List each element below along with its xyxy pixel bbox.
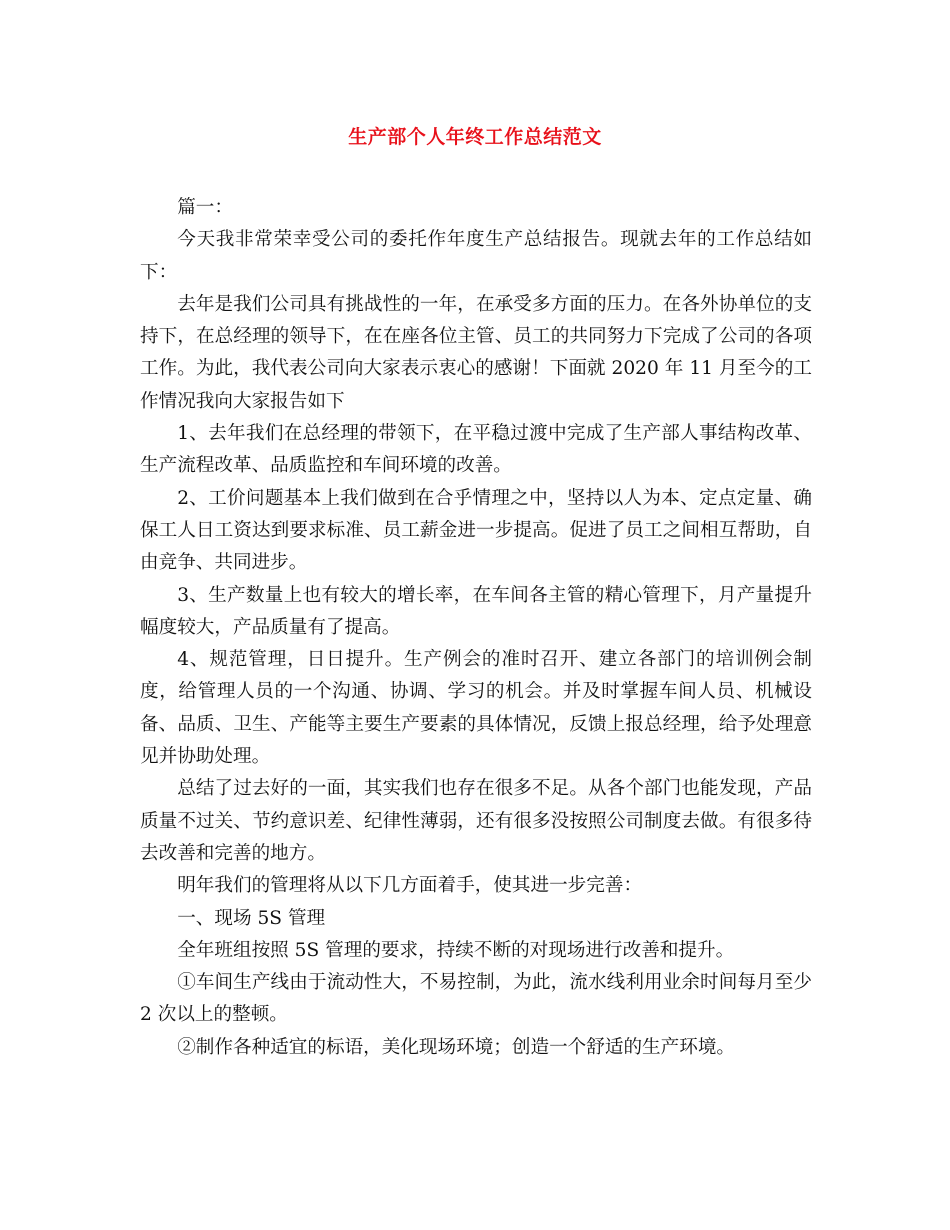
paragraph-5s-item-1: ①车间生产线由于流动性大，不易控制，为此，流水线利用业余时间每月至少 2 次以上的整顿。 bbox=[140, 972, 812, 1026]
document-title: 生产部个人年终工作总结范文 bbox=[348, 126, 602, 148]
paragraph-shortcomings: 总结了过去好的一面，其实我们也存在很多不足。从各个部门也能发现，产品质量不过关、节约意识差、纪律性薄弱，还有很多没按照公司制度去做。有很多待去改善和完善的地方。 bbox=[140, 778, 812, 864]
paragraph-5s-item-2: ②制作各种适宜的标语，美化现场环境；创造一个舒适的生产环境。 bbox=[177, 1036, 736, 1058]
paragraph-item-4: 4、规范管理，日日提升。生产例会的准时召开、建立各部门的培训例会制度，给管理人员的一个沟通、协调、学习的机会。并及时掌握车间人员、机械设备、品质、卫生、产能等主要生产要素的具体情况，反馈上报总经理，给予处理意见并协助处理。 bbox=[140, 649, 812, 768]
paragraph-section-label: 篇一： bbox=[177, 197, 233, 218]
paragraph-intro: 今天我非常荣幸受公司的委托作年度生产总结报告。现就去年的工作总结如下： bbox=[140, 229, 812, 283]
paragraph-overview: 去年是我们公司具有挑战性的一年，在承受多方面的压力。在各外协单位的支持下，在总经理的领导下，在在座各位主管、员工的共同努力下完成了公司的各项工作。为此，我代表公司向大家表示衷心的感谢！下面就 2020 年 11 月至今的工作情况我向大家报告如下 bbox=[140, 293, 812, 412]
paragraph-heading-5s: 一、现场 5S 管理 bbox=[177, 907, 326, 929]
document-body bbox=[140, 192, 812, 1064]
paragraph-item-3: 3、生产数量上也有较大的增长率，在车间各主管的精心管理下，月产量提升幅度较大，产品质量有了提高。 bbox=[140, 584, 812, 638]
paragraph-next-year: 明年我们的管理将从以下几方面着手，使其进一步完善： bbox=[177, 875, 643, 897]
paragraph-item-1: 1、去年我们在总经理的带领下，在平稳过渡中完成了生产部人事结构改革、生产流程改革、品质监控和车间环境的改善。 bbox=[140, 423, 812, 477]
paragraph-5s-summary: 全年班组按照 5S 管理的要求，持续不断的对现场进行改善和提升。 bbox=[177, 939, 735, 961]
paragraph-item-2: 2、工价问题基本上我们做到在合乎情理之中，坚持以人为本、定点定量、确保工人日工资达到要求标准、员工薪金进一步提高。促进了员工之间相互帮助，自由竞争、共同进步。 bbox=[140, 487, 812, 574]
